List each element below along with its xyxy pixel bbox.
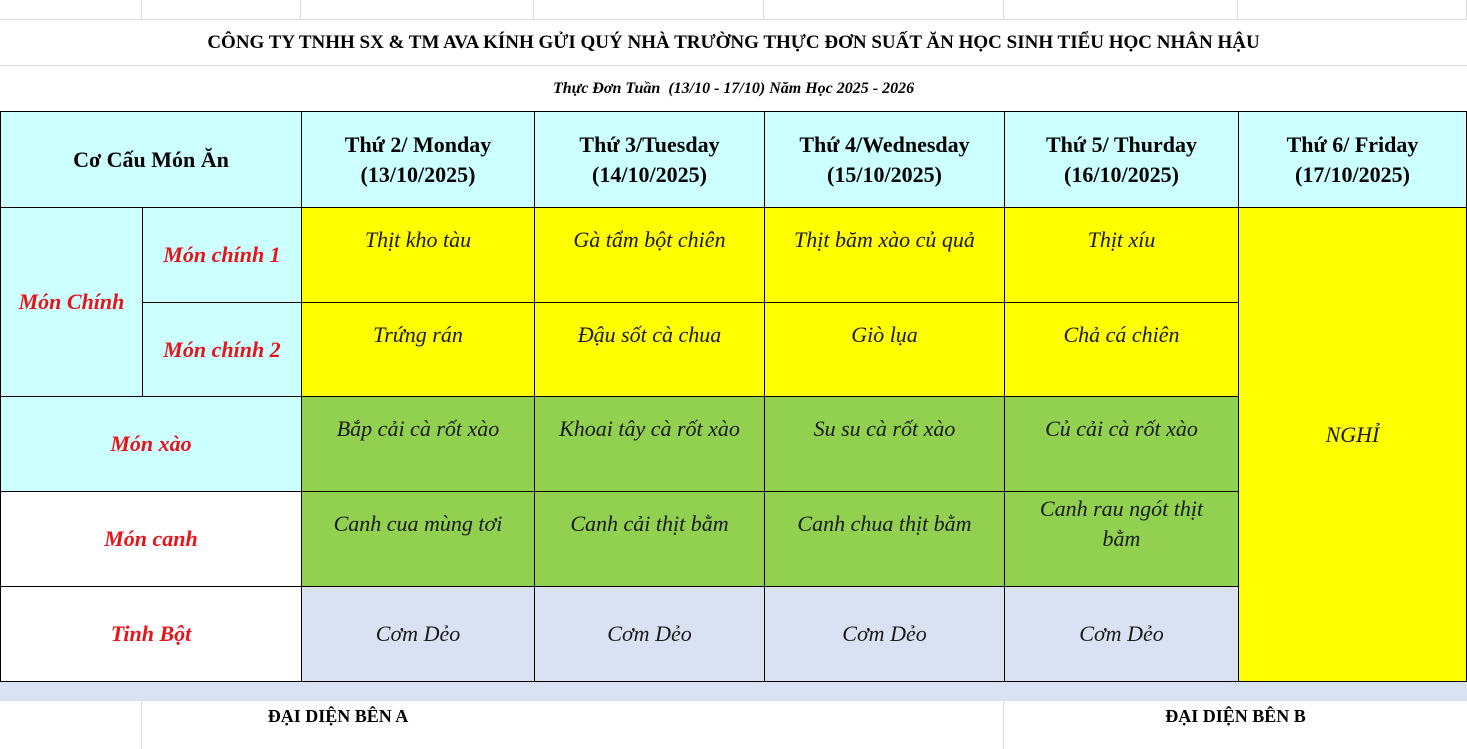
header-day-tuesday [534,111,765,208]
dish-cell: Đậu sốt cà chua [534,302,765,397]
signature-party-b: ĐẠI DIỆN BÊN B [1165,705,1306,726]
grid-cell [534,701,1004,749]
dish-cell: Canh rau ngót thịt bằm [1004,491,1239,587]
day-name: Thứ 2/ Monday [344,131,492,157]
header-day-monday [301,111,535,208]
day-name: Thứ 4/Wednesday [799,131,970,157]
menu-table [0,111,1467,682]
grid-cell [142,0,301,20]
dish-cell: Cơm Dẻo [764,586,1005,682]
dish-cell: Khoai tây cà rốt xào [534,396,765,492]
dish-cell: Thịt kho tàu [301,207,535,303]
dish-cell: Cơm Dẻo [1004,586,1239,682]
dish-cell: Thịt băm xào củ quả [764,207,1005,303]
dish-cell: Củ cải cà rốt xào [1004,396,1239,492]
dish-cell: Cơm Dẻo [301,586,535,682]
grid-cell [534,0,764,20]
grid-cell [0,701,142,749]
signature-party-a: ĐẠI DIỆN BÊN A [267,705,409,726]
category-mon-xao: Món xào [0,396,302,492]
header-day-friday [1238,111,1467,208]
category-mon-chinh: Món Chính [0,207,143,397]
separator-band [0,682,1467,701]
day-date: (14/10/2025) [592,161,707,187]
day-date: (13/10/2025) [360,161,476,187]
dish-cell: Gà tẩm bột chiên [534,207,765,303]
friday-day-off: NGHỈ [1238,207,1467,682]
document-title: CÔNG TY TNHH SX & TM AVA KÍNH GỬI QUÝ NHÀ TRƯỜNG THỰC ĐƠN SUẤT ĂN HỌC SINH TIỂU HỌC NHÂN HẬU [0,20,1467,66]
day-date: (17/10/2025) [1295,161,1410,187]
header-day-thursday [1004,111,1239,208]
menu-week-subtitle: Thực Đơn Tuần (13/10 - 17/10) Năm Học 2025 - 2026 [552,79,915,97]
header-day-wednesday [764,111,1005,208]
header-corner-label: Cơ Cấu Món Ăn [0,111,302,208]
dish-cell: Su su cà rốt xào [764,396,1005,492]
category-mon-chinh-2: Món chính 2 [142,302,302,397]
grid-cell [1004,0,1238,20]
category-mon-chinh-1: Món chính 1 [142,207,302,303]
dish-cell: Canh chua thịt bằm [764,491,1005,587]
day-name: Thứ 3/Tuesday [579,131,720,157]
dish-cell: Canh cải thịt bằm [534,491,765,587]
day-name: Thứ 6/ Friday [1286,131,1419,157]
dish-cell: Thịt xíu [1004,207,1239,303]
dish-cell: Trứng rán [301,302,535,397]
dish-cell: Chả cá chiên [1004,302,1239,397]
dish-cell: Cơm Dẻo [534,586,765,682]
grid-cell [764,0,1004,20]
day-name: Thứ 5/ Thurday [1046,131,1197,157]
grid-cell [1238,0,1467,20]
day-date: (15/10/2025) [827,161,942,187]
grid-cell [301,0,534,20]
day-date: (16/10/2025) [1064,161,1179,187]
dish-cell: Bắp cải cà rốt xào [301,396,535,492]
category-mon-canh: Món canh [0,491,302,587]
dish-cell: Giò lụa [764,302,1005,397]
category-tinh-bot: Tinh Bột [0,586,302,682]
dish-cell: Canh cua mùng tơi [301,491,535,587]
grid-cell [0,0,142,20]
